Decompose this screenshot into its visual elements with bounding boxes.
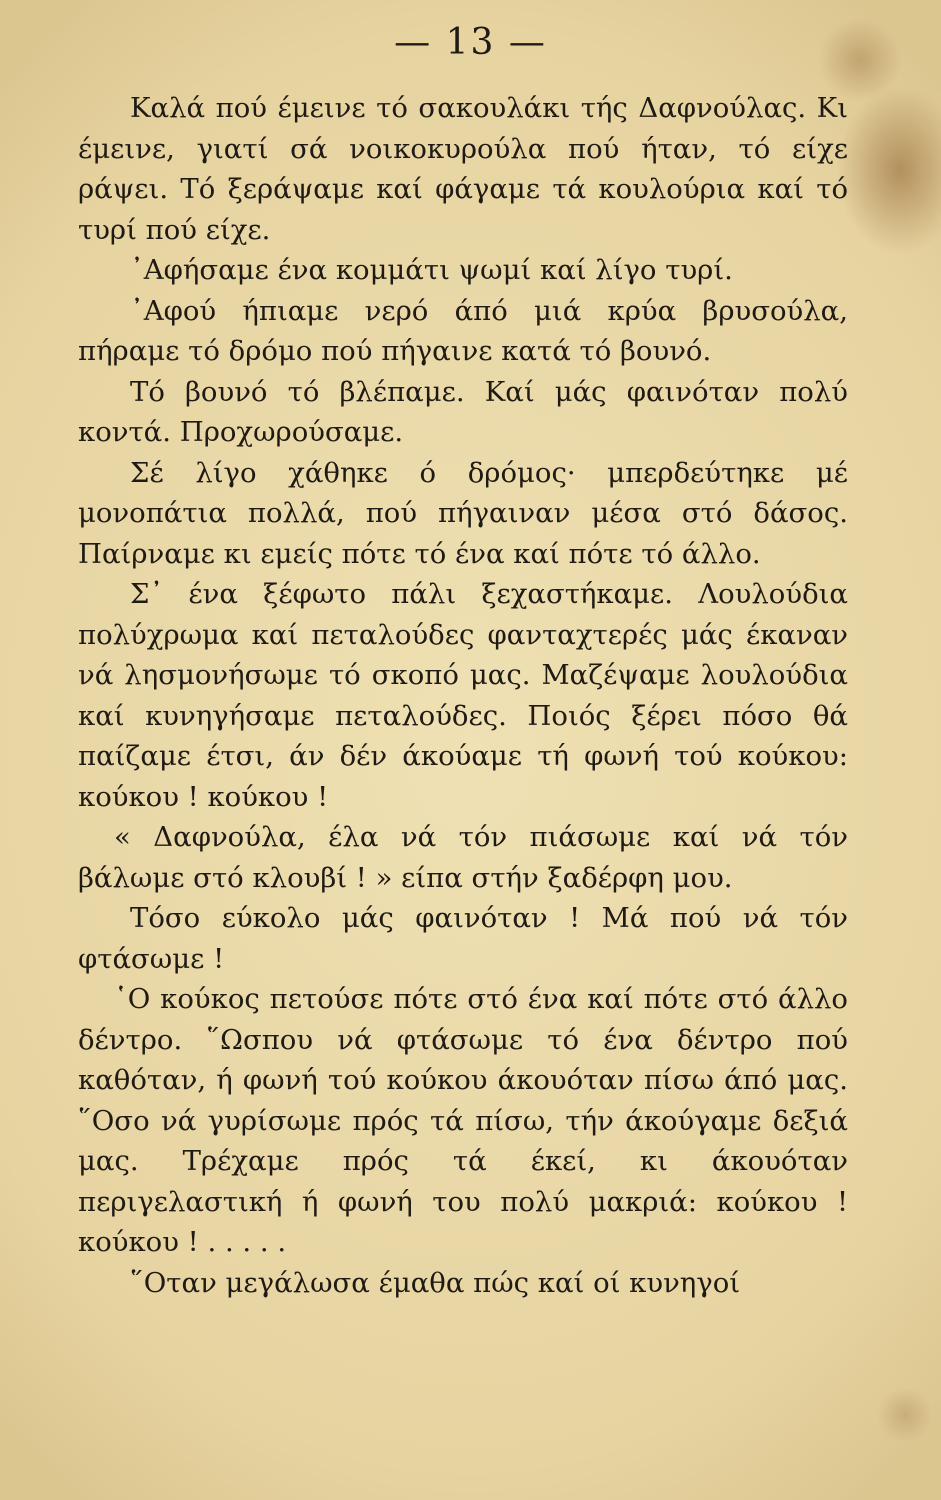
paragraph: ᾿Αφήσαμε ένα κομμάτι ψωμί καί λίγο τυρί. <box>130 254 733 286</box>
paragraph: ῞Οταν μεγάλωσα έμαθα πώς καί οί κυνηγοί <box>130 1266 741 1299</box>
paragraph: Σ᾿ ένα ξέφωτο πάλι ξεχαστήκαμε. Λουλούδια πολύχρωμα καί πεταλούδες φανταχτερές μάς έκαναν νά λησμονήσωμε τό σκοπό μας. Μαζέψαμε λουλούδια καί κυνηγήσαμε πεταλούδες. Ποιός ξέρει πόσο θά παίζαμε έτσι, άν δέν άκούαμε τή φωνή τού κούκου: κούκου ! κούκου ! <box>78 578 848 813</box>
paragraph: Σέ λίγο χάθηκε ό δρόμος· μπερδεύτηκε μέ μονοπάτια πολλά, πού πήγαιναν μέσα στό δάσος. Παίρναμε κι εμείς πότε τό ένα καί πότε τό άλλο. <box>78 456 848 570</box>
paragraph: ᾿Αφού ήπιαμε νερό άπό μιά κρύα βρυσούλα, πήραμε τό δρόμο πού πήγαινε κατά τό βουνό. <box>78 294 848 367</box>
paragraph: ῾Ο κούκος πετούσε πότε στό ένα καί πότε στό άλλο δέντρο. ῞Ωσπου νά φτάσωμε τό ένα δέντρο πού καθόταν, ή φωνή τού κούκου άκουόταν πίσω άπό μας. ῞Οσο νά γυρίσωμε πρός τά πίσω, τήν άκούγαμε δεξιά μας. Τρέχαμε πρός τά έκεί, κι άκουόταν περιγελαστική ή φωνή του πολύ μακριά: κούκου ! κούκου ! . . . . . <box>78 983 848 1258</box>
paragraph: Τό βουνό τό βλέπαμε. Καί μάς φαινόταν πολύ κοντά. Προχωρούσαμε. <box>78 375 848 448</box>
page-text <box>78 88 848 1303</box>
paragraph: Τόσο εύκολο μάς φαινόταν ! Μά πού νά τόν φτάσωμε ! <box>78 902 848 975</box>
paragraph: Καλά πού έμεινε τό σακουλάκι τής Δαφνούλας. Κι έμεινε, γιατί σά νοικοκυρούλα πού ήταν, τό είχε ράψει. Τό ξεράψαμε καί φάγαμε τά κουλούρια καί τό τυρί πού είχε. <box>78 92 848 246</box>
paragraph: « Δαφνούλα, έλα νά τόν πιάσωμε καί νά τόν βάλωμε στό κλουβί ! » είπα στήν ξαδέρφη μου. <box>78 821 848 894</box>
page-number: — 13 — <box>394 22 547 63</box>
